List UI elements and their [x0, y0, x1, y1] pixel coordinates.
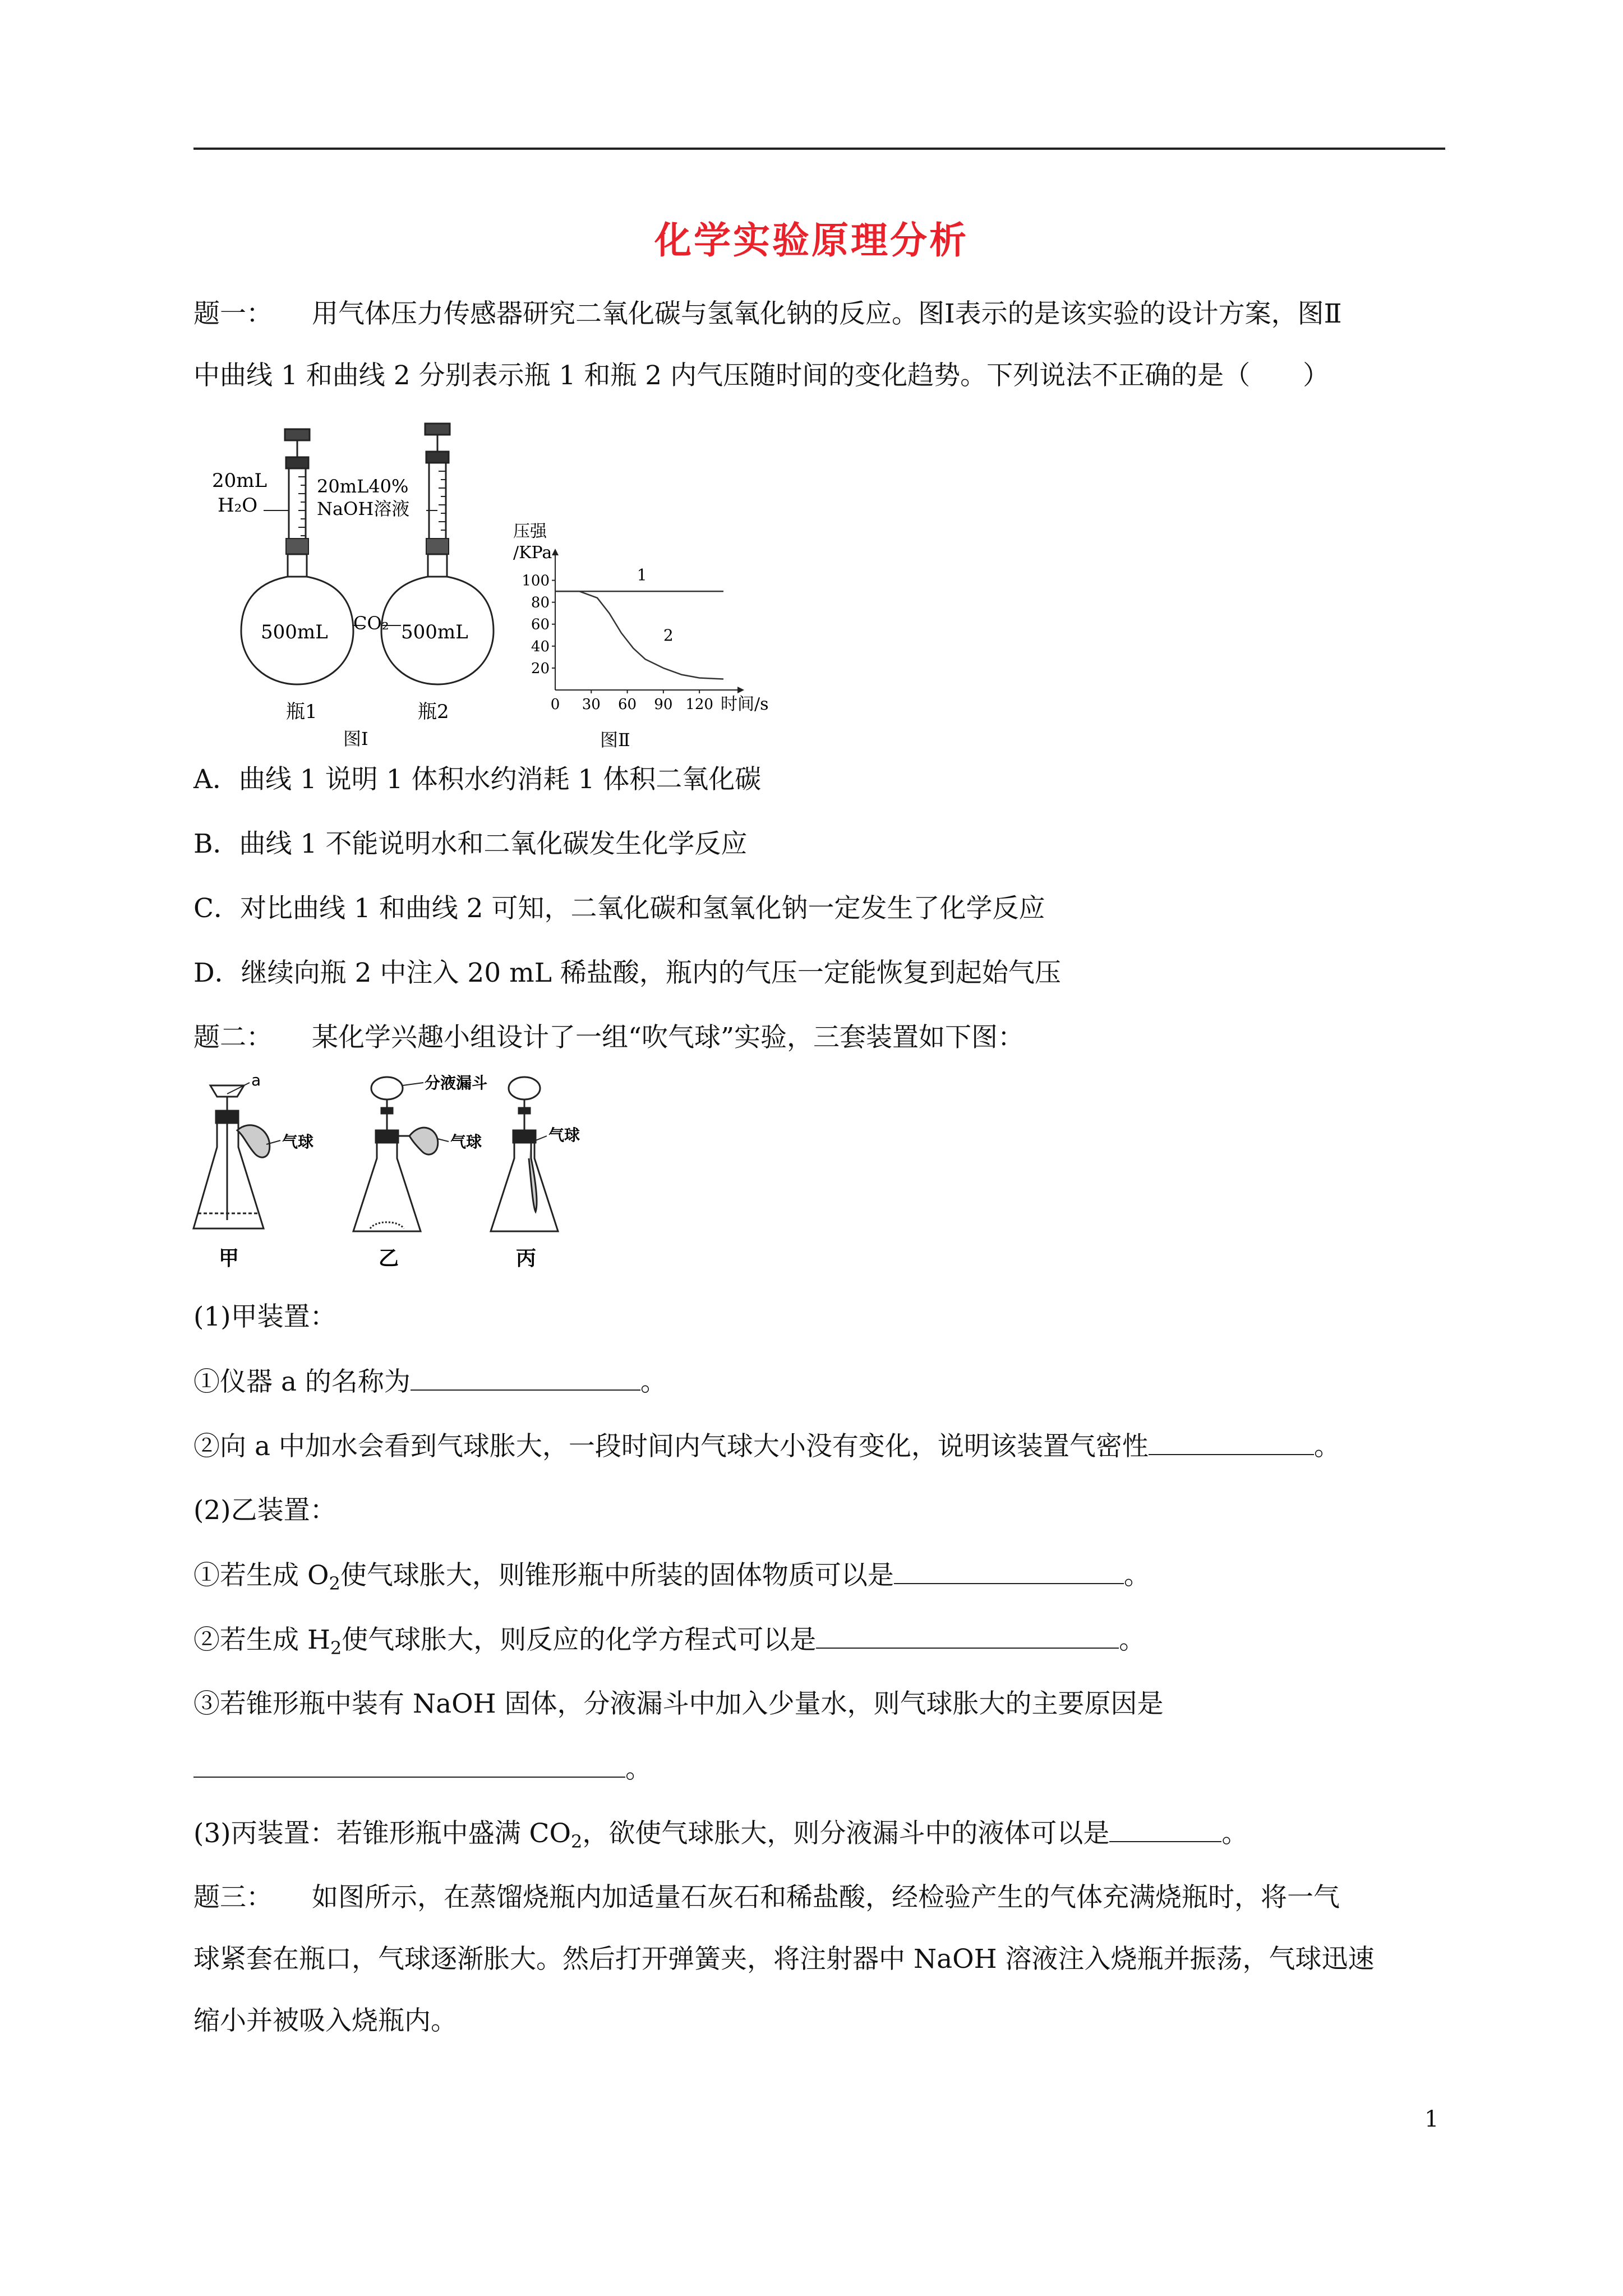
q2-part2-q1-text-b: 使气球胀大，则锥形瓶中所装的固体物质可以是	[340, 1560, 894, 1591]
balloon-label-yi: 气球	[450, 1133, 482, 1151]
period: 。	[1221, 1818, 1248, 1849]
right-syringe-label-2: NaOH溶液	[317, 498, 410, 519]
label-a: a	[251, 1071, 261, 1089]
funnel-label: 分液漏斗	[425, 1074, 488, 1092]
answer-blank[interactable]	[816, 1623, 1119, 1649]
x-tick-label: 0	[550, 696, 560, 713]
co2-label: CO₂	[353, 613, 389, 634]
answer-blank[interactable]	[1149, 1429, 1314, 1455]
q2-part2-q1	[193, 1558, 1450, 1600]
balloon-label-bing: 气球	[548, 1126, 580, 1144]
apparatus-yi	[353, 1077, 438, 1231]
q2-part1-q1	[193, 1365, 1450, 1399]
q2-part1-q1-text: ①仪器 a 的名称为	[193, 1366, 411, 1397]
q2-part3-text-a: (3)丙装置：若锥形瓶中盛满 CO	[193, 1818, 571, 1849]
q2-part3-text-b: ，欲使气球胀大，则分液漏斗中的液体可以是	[582, 1818, 1110, 1849]
header-rule	[193, 148, 1445, 150]
period: 。	[1119, 1625, 1146, 1655]
period: 。	[1313, 1431, 1340, 1462]
y-tick-label: 80	[531, 594, 550, 611]
q2-part1-q2-text: ②向 a 中加水会看到气球胀大，一段时间内气球大小没有变化，说明该装置气密性	[193, 1431, 1149, 1462]
right-syringe-label-1: 20mL40%	[317, 476, 409, 497]
answer-blank[interactable]	[411, 1365, 640, 1391]
period: 。	[625, 1754, 652, 1784]
y-tick-label: 100	[522, 572, 550, 590]
flask1-volume: 500mL	[261, 621, 328, 643]
q2-part2-q3-answer	[193, 1752, 1450, 1786]
q2-part2-head: (2)乙装置：	[193, 1495, 336, 1526]
y-tick-label: 40	[531, 638, 550, 655]
q1-line1	[193, 297, 1450, 331]
left-stopper	[286, 539, 308, 554]
q3-line2: 球紧套在瓶口，气球逐渐胀大。然后打开弹簧夹，将注射器中 NaOH 溶液注入烧瓶并振荡，气球迅速	[193, 1944, 1375, 1975]
label-bing: 丙	[516, 1247, 537, 1270]
q2-part1-q2	[193, 1429, 1450, 1464]
q2-part2-q2-text-a: ②若生成 H	[193, 1625, 330, 1655]
q1-pressure-chart	[508, 508, 799, 754]
x-tick-label: 120	[685, 696, 713, 713]
period: 。	[640, 1366, 667, 1397]
q1-figure-apparatus	[202, 415, 516, 752]
q3-line1	[193, 1881, 1450, 1915]
period: 。	[1123, 1560, 1150, 1591]
flask2-volume: 500mL	[401, 621, 468, 643]
label-yi: 乙	[379, 1247, 399, 1270]
figure2-caption: 图Ⅱ	[600, 729, 630, 751]
answer-blank[interactable]	[894, 1558, 1124, 1584]
balloon-label-jia: 气球	[282, 1133, 314, 1151]
q1-option-a: A．曲线 1 说明 1 体积水约消耗 1 体积二氧化碳	[193, 764, 762, 795]
left-syringe-label-2: H₂O	[218, 494, 258, 517]
q2-part2-q2-text-b: 使气球胀大，则反应的化学方程式可以是	[342, 1625, 817, 1655]
apparatus-jia	[193, 1085, 270, 1228]
q1-option-c: C．对比曲线 1 和曲线 2 可知，二氧化碳和氢氧化钠一定发生了化学反应	[193, 893, 1045, 924]
q1-text-line1: 用气体压力传感器研究二氧化碳与氢氧化钠的反应。图Ⅰ表示的是该实验的设计方案，图Ⅱ	[312, 298, 1342, 329]
subscript: 2	[571, 1831, 583, 1852]
x-tick-label: 60	[618, 696, 637, 713]
label-jia: 甲	[219, 1247, 239, 1270]
q1-option-d: D．继续向瓶 2 中注入 20 mL 稀盐酸，瓶内的气压一定能恢复到起始气压	[193, 958, 1061, 988]
subscript: 2	[330, 1637, 342, 1659]
q2-intro	[193, 1021, 1450, 1055]
chart-xlabel: 时间/s	[721, 694, 769, 714]
flask2-label: 瓶2	[418, 701, 449, 723]
q1-label: 题一：	[193, 298, 273, 329]
y-tick-label: 20	[531, 660, 550, 677]
apparatus-bing	[491, 1077, 558, 1231]
right-stopper	[426, 539, 449, 554]
y-tick-label: 60	[531, 616, 550, 633]
q3-text-line1: 如图所示，在蒸馏烧瓶内加适量石灰石和稀盐酸，经检验产生的气体充满烧瓶时，将一气	[312, 1882, 1340, 1913]
q2-figure-apparatus	[188, 1069, 614, 1282]
q2-label: 题二：	[193, 1022, 273, 1053]
page-title: 化学实验原理分析	[654, 218, 969, 262]
q2-part2-q1-text-a: ①若生成 O	[193, 1560, 329, 1591]
curve2-label: 2	[663, 626, 674, 645]
x-tick-label: 30	[582, 696, 601, 713]
series-2-line	[555, 591, 723, 679]
figure1-caption: 图Ⅰ	[343, 728, 368, 749]
curve1-label: 1	[637, 565, 647, 585]
flask1-label: 瓶1	[286, 701, 317, 723]
q2-part2-q3: ③若锥形瓶中装有 NaOH 固体，分液漏斗中加入少量水，则气球胀大的主要原因是	[193, 1688, 1164, 1719]
subscript: 2	[329, 1573, 340, 1594]
q3-label: 题三：	[193, 1882, 273, 1913]
left-syringe-label-1: 20mL	[212, 470, 268, 492]
q2-text: 某化学兴趣小组设计了一组“吹气球”实验，三套装置如下图：	[312, 1022, 1025, 1053]
q1-text-line2: 中曲线 1 和曲线 2 分别表示瓶 1 和瓶 2 内气压随时间的变化趋势。下列说法不正确的是（ ）	[193, 360, 1330, 391]
q3-line3: 缩小并被吸入烧瓶内。	[193, 2005, 457, 2036]
y-axis-arrow	[552, 549, 559, 555]
x-axis-arrow	[737, 687, 744, 693]
page-number: 1	[1424, 2106, 1439, 2132]
answer-blank[interactable]	[193, 1752, 625, 1778]
x-tick-label: 90	[654, 696, 673, 713]
q2-part1-head: (1)甲装置：	[193, 1301, 336, 1332]
q2-part2-q2	[193, 1623, 1450, 1665]
q1-option-b: B．曲线 1 不能说明水和二氧化碳发生化学反应	[193, 829, 748, 859]
chart-ylabel-1: 压强	[513, 522, 547, 541]
answer-blank[interactable]	[1109, 1816, 1221, 1842]
q2-part3	[193, 1816, 1450, 1858]
chart-ylabel-2: /KPa	[513, 543, 552, 563]
